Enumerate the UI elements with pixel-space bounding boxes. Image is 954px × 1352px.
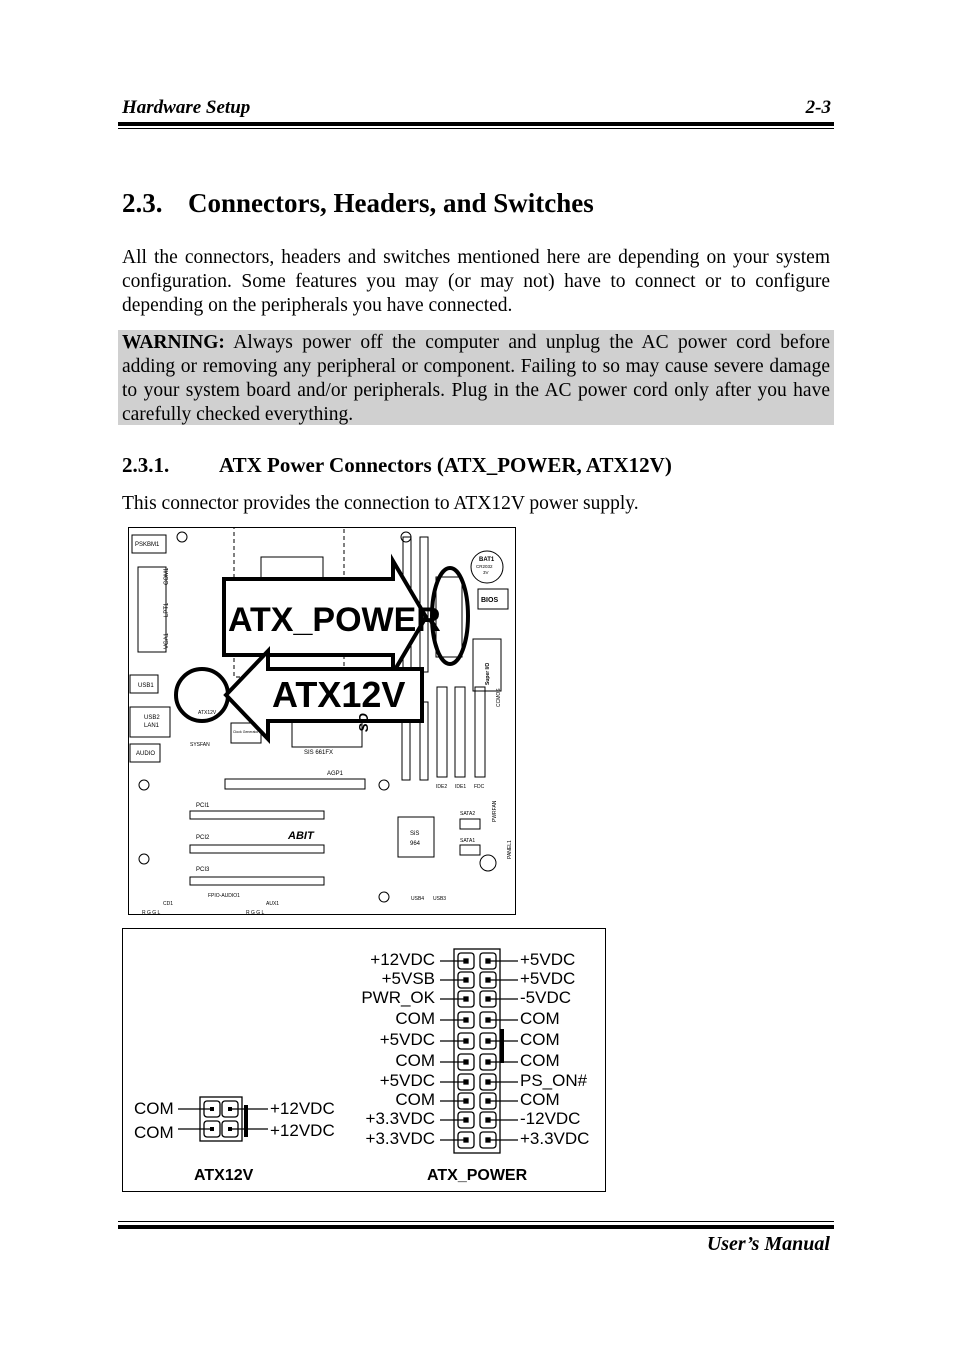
label-audio: AUDIO <box>136 751 156 757</box>
atx-power-pin-left-label: COM <box>395 1090 435 1109</box>
atx12v-connector-body <box>200 1097 242 1141</box>
warning-label: WARNING: <box>122 332 225 353</box>
label-clock: Clock Generator <box>233 730 259 734</box>
mount-hole <box>177 532 187 542</box>
header-rule-thick <box>118 122 834 126</box>
label-super-io: Super I/O <box>485 662 491 685</box>
atx12v-pin-left-1: COM <box>134 1099 174 1118</box>
label-lan: LAN1 <box>144 723 160 729</box>
pci3-slot <box>190 877 324 885</box>
label-fpio: FPIO-AUDIO1 <box>208 893 240 899</box>
footer-title: User’s Manual <box>706 1233 830 1255</box>
pci1-slot <box>190 811 324 819</box>
atx-power-pin-right-label: PS_ON# <box>520 1071 588 1090</box>
label-sysfan: SYSFAN <box>190 742 210 748</box>
warning-body: Always power off the computer and unplug the AC power cord before adding or removing any peripheral or component. Failing to so may cause severe damage to your system board and/or peripherals. Plug in the AC power cord only after you have carefully checked everything. <box>122 332 830 425</box>
atx-power-pin-right-label: +5VDC <box>520 969 576 988</box>
atx-power-pin-left-label: +5VSB <box>381 969 435 988</box>
label-pci3: PCI3 <box>196 867 210 873</box>
label-battery: BAT1 <box>479 557 495 563</box>
atx-power-pin-left-label: +3.3VDC <box>365 1129 435 1148</box>
atx-power-pin-left-label: +3.3VDC <box>365 1109 435 1128</box>
label-sata1: SATA1 <box>460 838 476 844</box>
label-ide2: IDE2 <box>436 784 448 790</box>
atx-power-pin-left-label: +5VDC <box>379 1030 435 1049</box>
label-sata2: SATA2 <box>460 811 476 817</box>
mount-hole <box>139 780 149 790</box>
sata2-connector <box>460 819 480 829</box>
atx12v-title: ATX12V <box>194 1167 254 1184</box>
intro-paragraph: All the connectors, headers and switches mentioned here are depending on your system configuration. Some features you may (or may not) have to connect or to configure depending on the peripherals you have connected. <box>122 247 830 316</box>
usb2-lan-port <box>130 707 170 737</box>
atx12v-pin-right-1: +12VDC <box>270 1099 335 1118</box>
atx-power-pin-right-label: COM <box>520 1090 560 1109</box>
label-northbridge: SIS 661FX <box>304 750 334 756</box>
agp-slot <box>225 779 365 789</box>
label-cd: CD1 <box>163 901 174 907</box>
page-number: 2-3 <box>805 97 831 118</box>
atx12v-pin-right-2: +12VDC <box>270 1121 335 1140</box>
subsection-heading <box>122 453 672 478</box>
atx-power-pin-left-label: +5VDC <box>379 1071 435 1090</box>
label-fdc: FDC <box>474 784 485 790</box>
subsection-number: 2.3.1. <box>122 453 170 477</box>
ide2-connector <box>437 687 447 777</box>
label-pci2: PCI2 <box>196 835 210 841</box>
label-agp: AGP1 <box>327 771 344 777</box>
fdc-connector <box>475 687 485 777</box>
label-usb1: USB1 <box>138 683 154 689</box>
label-ide1: IDE1 <box>455 784 467 790</box>
pci2-slot <box>190 845 324 853</box>
subsection-title: ATX Power Connectors (ATX_POWER, ATX12V) <box>219 453 672 477</box>
label-southbridge-a: SiS <box>410 831 420 837</box>
atx-power-pin-left-label: COM <box>395 1009 435 1028</box>
label-rggl-a: R G G L <box>142 910 161 916</box>
atx12v-latch <box>244 1105 248 1137</box>
atx-power-pin-right-label: COM <box>520 1030 560 1049</box>
running-header-title: Hardware Setup <box>122 97 251 118</box>
atx-power-connector-drawing <box>440 949 518 1153</box>
atx12v-pin-dots <box>210 1107 232 1131</box>
mount-hole <box>379 892 389 902</box>
atx12v-pin-left-2: COM <box>134 1123 174 1142</box>
atx-power-pin-right-label: COM <box>520 1009 560 1028</box>
atx-power-pin-right-label: COM <box>520 1051 560 1070</box>
section-title: Connectors, Headers, and Switches <box>188 188 594 218</box>
label-vga: VGA1 <box>164 632 170 649</box>
header-rule-thin <box>118 128 834 129</box>
label-battery-voltage: 3V <box>483 570 489 575</box>
warning-box <box>118 330 834 425</box>
label-pskbm: PSKBM1 <box>135 542 160 548</box>
label-usb4: USB4 <box>411 896 425 902</box>
label-bios: BIOS <box>481 597 499 604</box>
label-southbridge-b: 964 <box>410 841 421 847</box>
label-battery-type: CR2032 <box>476 564 493 569</box>
atx-power-pin-right-label: -5VDC <box>520 988 572 1007</box>
com-lpt-vga-block <box>138 567 166 652</box>
mount-hole <box>379 780 389 790</box>
warning-text <box>122 331 830 427</box>
label-aux: AUX1 <box>266 901 280 907</box>
atx-power-pin-left-label: PWR_OK <box>361 988 435 1007</box>
atx12v-callout-label: ATX12V <box>272 674 406 715</box>
label-rggl-b: R G G L <box>246 910 265 916</box>
footer-rule-thick <box>118 1225 834 1229</box>
sata1-connector <box>460 845 480 855</box>
label-pwrfan: PWRFAN <box>492 800 498 822</box>
pinout-diagram <box>122 928 606 1192</box>
atx-power-pin-left-label: +12VDC <box>370 950 435 969</box>
label-usb3: USB3 <box>433 896 447 902</box>
atx-power-callout-label: ATX_POWER <box>228 601 441 639</box>
motherboard-layout-figure <box>128 527 518 917</box>
atx-power-pin-right-label: -12VDC <box>520 1109 581 1128</box>
label-panel: PANEL1 <box>507 840 513 859</box>
section-number: 2.3. <box>122 188 163 218</box>
label-com: COM1 <box>164 567 170 585</box>
label-atx12v-small: ATX12V <box>198 710 217 716</box>
label-pci1: PCI1 <box>196 803 210 809</box>
footer-rule-thin <box>118 1221 834 1222</box>
label-usb2: USB2 <box>144 715 160 721</box>
atx-power-pin-right-label: +3.3VDC <box>520 1129 590 1148</box>
atx-power-pin-right-label: +5VDC <box>520 950 576 969</box>
label-so: SO <box>356 713 371 732</box>
label-lpt: LPT1 <box>164 602 170 617</box>
atx-power-title: ATX_POWER <box>427 1167 528 1184</box>
atx-power-pin-left-label: COM <box>395 1051 435 1070</box>
label-ccmos: CCMOS <box>496 688 502 707</box>
section-heading <box>122 188 594 219</box>
southbridge <box>398 817 434 857</box>
subsection-paragraph: This connector provides the connection to ATX12V power supply. <box>122 493 639 514</box>
atx-power-latch <box>500 1029 504 1063</box>
buzzer <box>480 855 496 871</box>
ide1-connector <box>455 687 465 777</box>
label-abit-logo: ABIT <box>288 830 314 842</box>
mount-hole <box>139 854 149 864</box>
